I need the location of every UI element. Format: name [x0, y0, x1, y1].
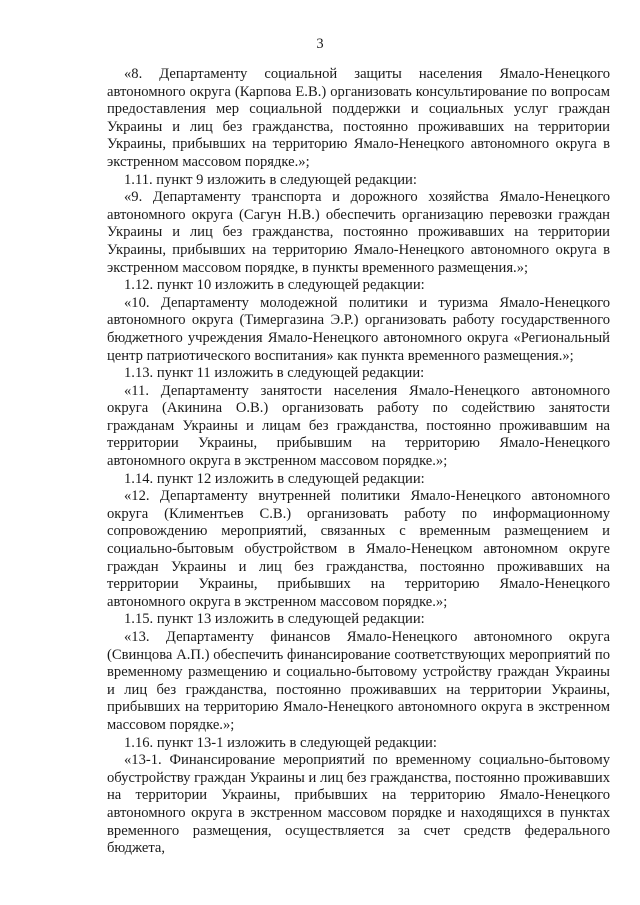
paragraph-point-9: «9. Департаменту транспорта и дорожного хозяйства Ямало-Ненецкого автономного округа (Сагун Н.В.) обеспечить организацию перевозки граждан Украины и лиц без гражданства, постоянно проживавших на территории Украины, прибывших на территорию Ямало-Ненецкого автономного округа в экстренном массовом порядке, в пункты временного размещения.»;: [107, 189, 610, 276]
clause-1-11: 1.11. пункт 9 изложить в следующей редакции:: [124, 171, 417, 188]
paragraph-point-8: «8. Департаменту социальной защиты населения Ямало-Ненецкого автономного округа (Карпова Е.В.) организовать консультирование по вопросам предоставления мер социальной поддержки и социальных услуг граждан Украины и лиц без гражданства, постоянно проживавших на территории Украины, прибывших на территорию Ямало-Ненецкого автономного округа в экстренном массовом порядке.»;: [107, 66, 610, 170]
paragraph-point-12: «12. Департаменту внутренней политики Ямало-Ненецкого автономного округа (Климентьев С.В.) организовать работу по информационному сопровождению мероприятий, связанных с временным размещением и социально-бытовым обустройством в Ямало-Ненецком автономном округе граждан Украины и лиц без гражданства, постоянно проживавших на территории Украины, прибывших на территорию Ямало-Ненецкого автономного округа в экстренном массовом порядке.»;: [107, 488, 610, 610]
clause-1-12: 1.12. пункт 10 изложить в следующей редакции:: [124, 277, 425, 294]
paragraph-point-13: «13. Департаменту финансов Ямало-Ненецкого автономного округа (Свинцова А.П.) обеспечить финансирование соответствующих мероприятий по временному размещению и социально-бытовому устройству граждан Украины и лиц без гражданства, постоянно проживавших на территории Украины, прибывших на территорию Ямало-Ненецкого автономного округа в экстренном массовом порядке.»;: [107, 629, 610, 733]
page-number: 3: [316, 36, 324, 52]
clause-1-13: 1.13. пункт 11 изложить в следующей редакции:: [124, 365, 425, 382]
document-body: [107, 66, 610, 858]
paragraph-point-13-1: «13-1. Финансирование мероприятий по временному социально-бытовому обустройству граждан Украины и лиц без гражданства, постоянно проживавших на территории Украины, прибывших на территорию Ямало-Ненецкого автономного округа в экстренном массовом порядке и находящихся в пунктах временного размещения, осуществляется за счет средств федерального бюджета,: [107, 752, 610, 857]
clause-1-14: 1.14. пункт 12 изложить в следующей редакции:: [124, 470, 425, 487]
clause-1-15: 1.15. пункт 13 изложить в следующей редакции:: [124, 611, 425, 628]
clause-1-16: 1.16. пункт 13-1 изложить в следующей редакции:: [124, 734, 437, 751]
paragraph-point-10: «10. Департаменту молодежной политики и туризма Ямало-Ненецкого автономного округа (Тимергазина Э.Р.) организовать работу государственного бюджетного учреждения Ямало-Ненецкого автономного округа «Региональный центр патриотического воспитания» как пункта временного размещения.»;: [107, 294, 610, 364]
paragraph-point-11: «11. Департаменту занятости населения Ямало-Ненецкого автономного округа (Акинина О.В.) организовать работу по содействию занятости гражданам Украины и лицам без гражданства, постоянно проживавшим на территории Украины, прибывшим на территорию Ямало-Ненецкого автономного округа в экстренном массовом порядке.»;: [107, 382, 610, 470]
